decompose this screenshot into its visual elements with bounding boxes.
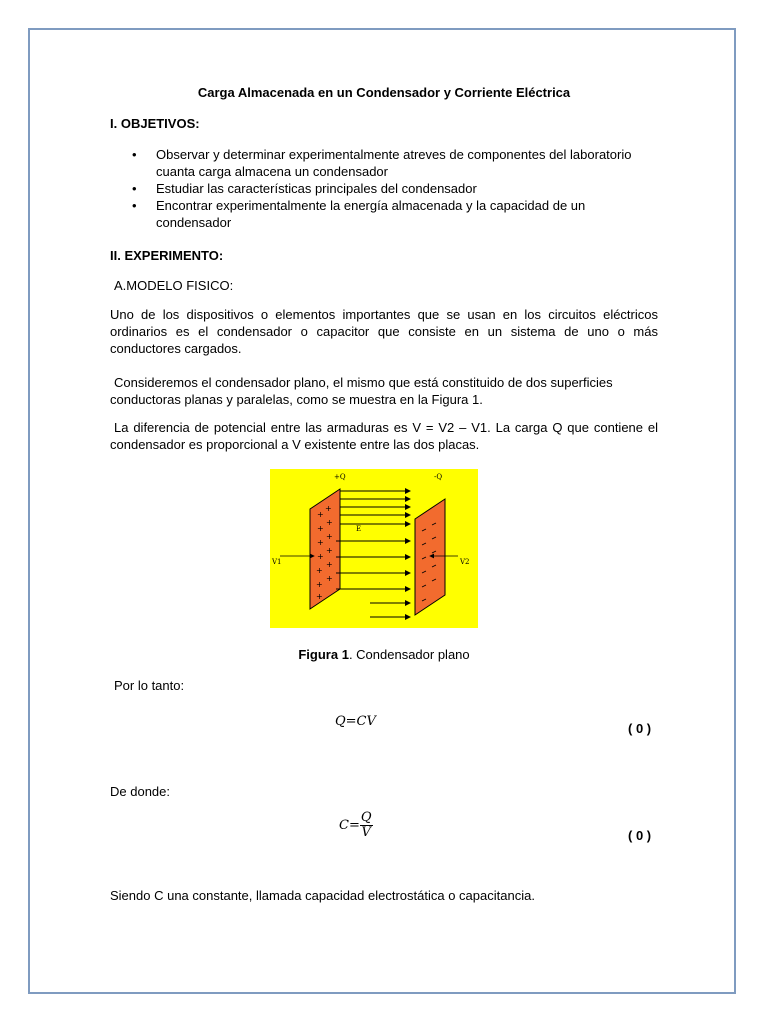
svg-text:+: + <box>317 552 324 561</box>
figure-background <box>270 469 478 628</box>
objectives-list <box>132 146 642 231</box>
section-heading-experimento: II. EXPERIMENTO: <box>110 248 224 263</box>
equation-q-cv: Q=CV <box>335 714 376 729</box>
field-label: E <box>356 525 362 533</box>
right-plate <box>415 499 445 615</box>
paragraph: Consideremos el condensador plano, el mismo que está constituido de dos superficies conductoras planas y paralelas, como se muestra en la Figura 1. <box>110 375 613 407</box>
list-item: • Encontrar experimentalmente la energía almacenada y la capacidad de un condensador <box>132 198 586 230</box>
caption-text: . Condensador plano <box>348 647 470 662</box>
svg-text:+: + <box>316 580 323 589</box>
paragraph: Por lo tanto: <box>114 678 185 693</box>
list-item: • Estudiar las características principales del condensador <box>132 181 477 196</box>
fraction <box>360 811 373 840</box>
plus-q-label: +Q <box>334 473 346 481</box>
list-item-text: Estudiar las características principales del condensador <box>156 181 477 196</box>
svg-text:+: + <box>316 592 323 601</box>
equation-c-q-over-v <box>339 811 373 840</box>
svg-text:+: + <box>326 560 333 569</box>
svg-text:+: + <box>326 532 333 541</box>
fraction-denominator: V <box>361 825 371 840</box>
list-item-text: Observar y determinar experimentalmente atreves de componentes del laboratorio cuanta carga almacena un condensador <box>156 147 632 179</box>
capacitor-figure <box>270 469 478 628</box>
paragraph: La diferencia de potencial entre las armaduras es V = V2 – V1. La carga Q que contiene el condensador es proporcional a V existente entre las dos placas. <box>110 420 658 452</box>
svg-text:+: + <box>317 538 324 547</box>
svg-text:+: + <box>326 518 333 527</box>
paragraph: Siendo C una constante, llamada capacidad electrostática o capacitancia. <box>110 888 535 903</box>
v2-label: V2 <box>460 558 470 566</box>
fraction-numerator: Q <box>360 810 372 825</box>
minus-q-label: -Q <box>434 473 443 481</box>
equation-number: ( 0 ) <box>628 721 652 736</box>
paragraph: De donde: <box>110 784 170 799</box>
subheading-modelo-fisico: A.MODELO FISICO: <box>114 278 234 293</box>
equation-number: ( 0 ) <box>628 828 652 843</box>
list-item-text: Encontrar experimentalmente la energía almacenada y la capacidad de un condensador <box>156 198 586 230</box>
svg-text:+: + <box>316 566 323 575</box>
figure-caption <box>110 647 658 662</box>
svg-text:+: + <box>317 510 324 519</box>
list-item: • Observar y determinar experimentalmente atreves de componentes del laboratorio cuanta carga almacena un condensador <box>132 147 632 179</box>
document-title: Carga Almacenada en un Condensador y Corriente Eléctrica <box>197 85 571 100</box>
equation-lhs: C= <box>339 818 360 833</box>
svg-text:+: + <box>325 504 332 513</box>
caption-label: Figura 1 <box>298 647 349 662</box>
svg-text:+: + <box>317 524 324 533</box>
paragraph: Uno de los dispositivos o elementos importantes que se usan en los circuitos eléctricos ordinarios es el condensador o capacitor que consiste en un sistema de uno o más conductores cargados. <box>110 307 658 356</box>
section-heading-objetivos: I. OBJETIVOS: <box>110 116 200 131</box>
svg-text:+: + <box>326 574 333 583</box>
svg-text:+: + <box>326 546 333 555</box>
v1-label: V1 <box>272 558 282 566</box>
